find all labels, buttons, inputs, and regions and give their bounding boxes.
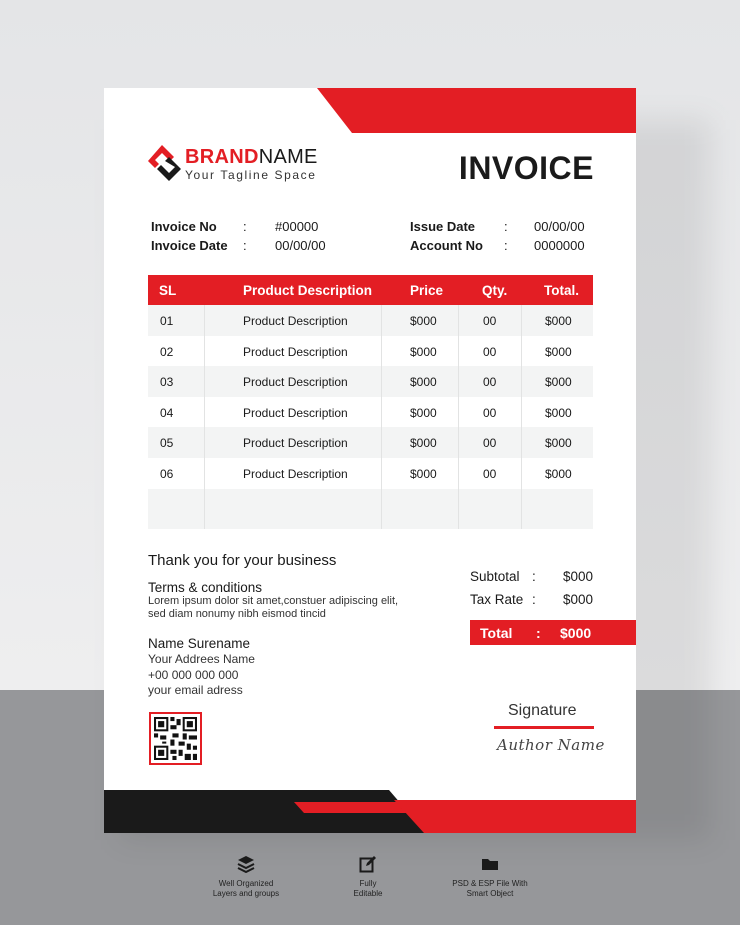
invoice-date-value: 00/00/00: [275, 238, 326, 253]
invoice-date-label: Invoice Date: [151, 238, 228, 253]
header-description: Product Description: [243, 283, 373, 298]
contact-details: [148, 652, 255, 699]
cell-description: Product Description: [243, 344, 348, 359]
feature-item: [318, 855, 418, 899]
feature-line: Well Organized: [218, 879, 274, 888]
table-row: [148, 305, 593, 336]
subtotal-value: $000: [563, 569, 594, 584]
cell-qty: 00: [483, 314, 497, 328]
qr-code-icon: [154, 717, 197, 760]
issue-date-label: Issue Date: [410, 219, 476, 234]
invoice-title: INVOICE: [458, 150, 594, 186]
contact-phone: +00 000 000 000: [148, 667, 239, 682]
folder-icon: [481, 855, 499, 873]
header-qty: Qty.: [482, 283, 508, 298]
cell-sl: 02: [160, 344, 174, 359]
contact-address: Your Addrees Name: [148, 652, 255, 666]
invoice-no-label: Invoice No: [151, 219, 217, 234]
cell-sl: 05: [160, 436, 174, 451]
cell-price: $000: [410, 436, 437, 451]
cell-total: $000: [545, 344, 572, 359]
signature-handwriting: Author Name: [497, 736, 605, 754]
cell-price: $000: [410, 405, 437, 420]
footer-shape: [104, 788, 636, 833]
meta-separator: :: [243, 238, 247, 253]
table-row: [148, 366, 593, 397]
feature-line: PSD & ESP File With: [452, 879, 528, 888]
terms-text: [148, 595, 418, 621]
brand-logo-icon: [148, 144, 182, 182]
header-red-shape: [104, 88, 636, 133]
tax-value: $000: [563, 592, 594, 607]
feature-line: Fully: [359, 879, 377, 888]
brand-name: [185, 146, 318, 169]
total-label: Total: [480, 625, 513, 641]
cell-qty: 00: [483, 344, 497, 359]
cell-qty: 00: [483, 436, 497, 451]
brand-tagline: Your Tagline Space: [185, 168, 317, 182]
cell-price: $000: [410, 314, 437, 328]
account-no-label: Account No: [410, 238, 483, 253]
meta-separator: :: [504, 238, 508, 253]
terms-line: Lorem ipsum dolor sit amet,constuer adipiscing elit,: [148, 595, 399, 607]
cell-description: Product Description: [243, 436, 348, 451]
signature-underline: [494, 726, 594, 729]
cell-total: $000: [545, 405, 572, 420]
table-row: [148, 336, 593, 367]
subtotal-label: Subtotal: [470, 569, 520, 584]
cell-sl: 04: [160, 405, 174, 420]
feature-line: Smart Object: [466, 889, 514, 898]
issue-date-value: 00/00/00: [534, 219, 585, 234]
table-row: [148, 427, 593, 458]
cell-total: $000: [545, 375, 572, 390]
feature-line: Layers and groups: [212, 889, 280, 898]
cell-sl: 03: [160, 375, 174, 390]
signature-title: Signature: [508, 702, 577, 719]
invoice-page: [104, 88, 636, 833]
cell-description: Product Description: [243, 466, 348, 481]
column-divider: [458, 305, 459, 529]
cell-qty: 00: [483, 466, 497, 481]
brand-name-part2: NAME: [258, 146, 318, 168]
terms-line: sed diam nonumy nibh eismod tincid: [148, 608, 326, 620]
meta-separator: :: [243, 219, 247, 234]
contact-email: your email adress: [148, 683, 243, 697]
cell-sl: 01: [160, 314, 174, 328]
column-divider: [521, 305, 522, 529]
cell-price: $000: [410, 344, 437, 359]
account-no-value: 0000000: [534, 238, 585, 253]
table-row-empty: [148, 489, 593, 529]
total-separator: :: [536, 625, 541, 641]
meta-separator: :: [504, 219, 508, 234]
cell-sl: 06: [160, 466, 174, 481]
header-price: Price: [410, 283, 444, 298]
edit-icon: [359, 855, 377, 873]
cell-description: Product Description: [243, 375, 348, 390]
cell-description: Product Description: [243, 314, 348, 328]
feature-item: [440, 855, 540, 899]
column-divider: [381, 305, 382, 529]
cell-qty: 00: [483, 375, 497, 390]
invoice-no-value: #00000: [275, 219, 319, 234]
tax-label: Tax Rate: [470, 592, 524, 607]
header-total: Total.: [544, 283, 579, 298]
feature-item: [196, 855, 296, 899]
summary-separator: :: [532, 569, 536, 584]
column-divider: [204, 305, 205, 529]
thanks-message: Thank you for your business: [148, 552, 337, 569]
cell-total: $000: [545, 466, 572, 481]
cell-price: $000: [410, 466, 437, 481]
cell-description: Product Description: [243, 405, 348, 420]
table-row: [148, 397, 593, 428]
invoice-table: [148, 275, 593, 529]
feature-line: Editable: [353, 889, 383, 898]
total-value: $000: [560, 625, 592, 641]
cell-price: $000: [410, 375, 437, 390]
cell-qty: 00: [483, 405, 497, 420]
cell-total: $000: [545, 436, 572, 451]
table-row: [148, 458, 593, 489]
header-sl: SL: [159, 283, 177, 298]
total-bar: [470, 620, 636, 645]
layers-icon: [237, 855, 255, 873]
contact-name: Name Surename: [148, 636, 251, 651]
cell-total: $000: [545, 314, 572, 328]
brand-name-part1: BRAND: [185, 146, 259, 168]
terms-title: Terms & conditions: [148, 580, 263, 595]
table-header: [148, 275, 593, 305]
qr-code: [149, 712, 202, 765]
summary-separator: :: [532, 592, 536, 607]
